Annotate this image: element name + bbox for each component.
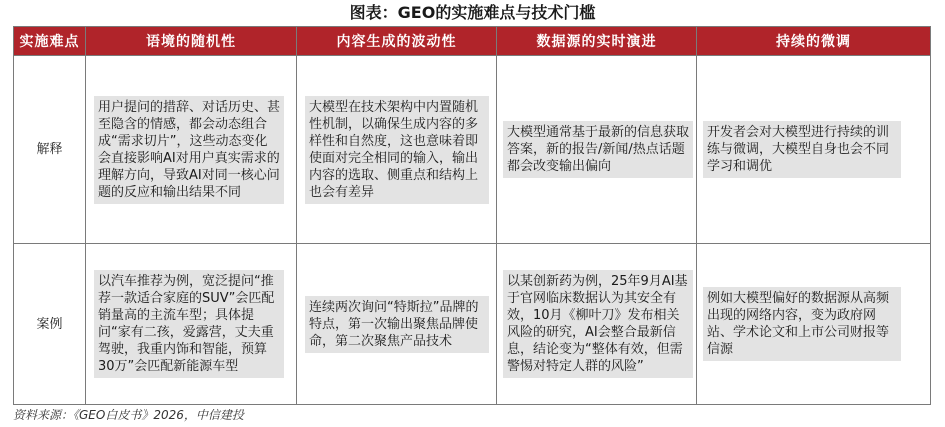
header-context-randomness: 语境的随机性 [86, 27, 297, 56]
row-label-case: 案例 [14, 244, 86, 405]
cell-explanation-volatility [297, 56, 497, 244]
table-row-explanation [14, 56, 931, 244]
header-difficulty: 实施难点 [14, 27, 86, 56]
cell-explanation-context [86, 56, 297, 244]
cell-text: 例如大模型偏好的数据源从高频出现的网络内容，变为政府网站、学术论文和上市公司财报等信源 [703, 287, 901, 361]
row-label-explanation: 解释 [14, 56, 86, 244]
header-generation-volatility: 内容生成的波动性 [297, 27, 497, 56]
cell-text: 用户提问的措辞、对话历史、甚至隐含的情感，都会动态组合成“需求切片”，这些动态变化会直接影响AI对用户真实需求的理解方向，导致AI对同一核心问题的反应和输出结果不同 [94, 96, 284, 204]
cell-text: 大模型通常基于最新的信息获取答案，新的报告/新闻/热点话题都会改变输出偏向 [503, 121, 693, 178]
cell-case-finetuning [697, 244, 931, 405]
cell-text: 以汽车推荐为例，宽泛提问“推荐一款适合家庭的SUV”会匹配销量高的主流车型；具体提问“家有二孩，爱露营，丈夫重驾驶，我重内饰和智能，预算30万”会匹配新能源车型 [94, 270, 284, 378]
header-row [14, 27, 931, 56]
header-continuous-finetuning: 持续的微调 [697, 27, 931, 56]
cell-text: 以某创新药为例，25年9月AI基于官网临床数据认为其安全有效，10月《柳叶刀》发布相关风险的研究，AI会整合最新信息，结论变为“整体有效，但需警惕对特定人群的风险” [503, 270, 693, 378]
cell-explanation-datasource [497, 56, 697, 244]
cell-case-datasource [497, 244, 697, 405]
cell-case-volatility [297, 244, 497, 405]
cell-text: 开发者会对大模型进行持续的训练与微调，大模型自身也会不同学习和调优 [703, 121, 901, 178]
table-row-case [14, 244, 931, 405]
difficulty-table [13, 26, 931, 405]
figure-title: 图表：GEO的实施难点与技术门槛 [349, 3, 596, 22]
cell-case-context [86, 244, 297, 405]
cell-text: 大模型在技术架构中内置随机性机制，以确保生成内容的多样性和自然度，这也意味着即使面对完全相同的输入，输出内容的选取、侧重点和结构上也会有差异 [305, 96, 489, 204]
cell-explanation-finetuning [697, 56, 931, 244]
source-note: 资料来源：《GEO白皮书》2026，中信建投 [13, 408, 244, 422]
header-realtime-data-evolution: 数据源的实时演进 [497, 27, 697, 56]
cell-text: 连续两次询问“特斯拉”品牌的特点，第一次输出聚焦品牌使命，第二次聚焦产品技术 [305, 296, 489, 353]
